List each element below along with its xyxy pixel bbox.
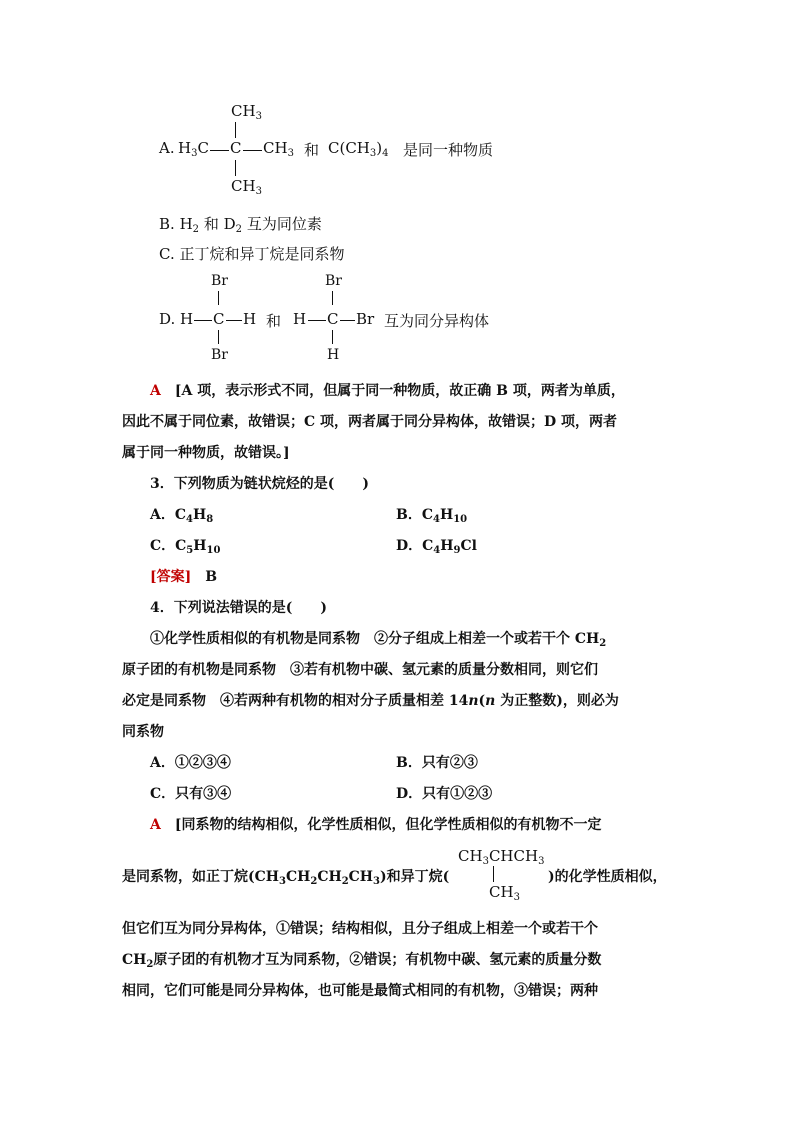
option-a-letter: A.: [159, 139, 175, 157]
q4-statement-line-1: ①化学性质相似的有机物是同系物 ②分子组成上相差一个或若干个 $CH_2$: [150, 631, 607, 649]
option-d-tail: 互为同分异构体: [384, 312, 490, 330]
q4-explanation-line-4: $CH_2$原子团的有机物才互为同系物，②错误；有机物中碳、氢元素的质量分数: [122, 952, 602, 970]
bond-left: [210, 150, 229, 151]
right-methyl: $CH_3$: [263, 139, 294, 159]
q4-explanation-line-2a: 是同系物，如正丁烷$(CH_3CH_2CH_2CH_3)$和异丁烷(: [122, 869, 450, 887]
q4-statement-line-4: 同系物: [122, 724, 164, 740]
m2-center: C: [327, 310, 339, 328]
q4-statement-line-2: 原子团的有机物是同系物 ③若有机物中碳、氢元素的质量分数相同，则它们: [122, 662, 598, 678]
option-a-tail: 是同一种物质: [403, 141, 494, 159]
m1-bottom: Br: [211, 347, 228, 363]
q4-option-a: A．①②③④: [150, 755, 231, 771]
bottom-methyl: $CH_3$: [231, 177, 262, 197]
q2-answer-letter: A: [150, 383, 161, 399]
q4-explanation-line-1: A [同系物的结构相似，化学性质相似，但化学性质相似的有机物不一定: [150, 817, 602, 833]
m1-center: C: [213, 310, 225, 328]
bond-vertical-bottom: [235, 160, 236, 176]
m2-bottom: H: [327, 347, 340, 363]
q3-answer: [答案] B: [150, 569, 218, 585]
m1-left: H: [180, 310, 194, 328]
m2-bond-right: [340, 320, 355, 321]
bond-right: [243, 150, 262, 151]
q2-explanation-line-1: A [A 项，表示形式不同，但属于同一种物质，故正确 B 项，两者为单质，: [150, 383, 625, 399]
left-methyl: $H_3C$: [178, 139, 209, 159]
q4-explanation-line-5: 相同，它们可能是同分异构体，也可能是最简式相同的有机物，③错误；两种: [122, 983, 598, 999]
top-methyl: $CH_3$: [231, 102, 262, 122]
q4-statement-line-3: 必定是同系物 ④若两种有机物的相对分子质量相差 14n(n 为正整数)，则必为: [122, 693, 619, 709]
option-d-conj: 和: [266, 312, 282, 330]
q4-option-c: C．只有③④: [150, 786, 232, 802]
q4-stem: 4．下列说法错误的是( ): [150, 600, 327, 616]
m1-bond-top: [218, 291, 219, 305]
m2-bond-top: [332, 291, 333, 305]
option-b: B. $H_2$ 和 $D_2$ 互为同位素: [159, 215, 322, 235]
q3-option-d: D．$C_4H_9Cl$: [396, 538, 477, 556]
option-d-letter: D.: [159, 310, 176, 328]
q4-option-d: D．只有①②③: [396, 786, 493, 802]
q3-stem: 3．下列物质为链状烷烃的是( ): [150, 476, 369, 492]
bond-vertical-top: [235, 122, 236, 138]
m1-bond-right: [226, 320, 242, 321]
m1-top: Br: [211, 273, 228, 289]
m2-bond-left: [308, 320, 326, 321]
isobutane-bottom: $CH_3$: [489, 883, 520, 903]
q4-explanation-line-3: 但它们互为同分异构体，①错误；结构相似，且分子组成上相差一个或若干个: [122, 921, 598, 937]
m1-bond-bottom: [218, 330, 219, 344]
q3-option-c: C．$C_5H_{10}$: [150, 538, 221, 556]
q4-option-b: B．只有②③: [396, 755, 478, 771]
q4-answer-letter: A: [150, 817, 161, 833]
q3-option-a: A．$C_4H_8$: [150, 507, 214, 525]
central-carbon: C: [230, 139, 242, 157]
m2-top: Br: [325, 273, 342, 289]
m2-right: Br: [356, 310, 375, 328]
m2-bond-bottom: [332, 330, 333, 344]
q2-explanation-line-2: 因此不属于同位素，故错误；C 项，两者属于同分异构体，故错误；D 项，两者: [122, 414, 618, 430]
m2-left: H: [293, 310, 307, 328]
q4-explanation-line-2b: )的化学性质相似，: [548, 869, 667, 885]
q3-option-b: B．$C_4H_{10}$: [396, 507, 468, 525]
option-a-conj: 和: [304, 141, 320, 159]
isobutane-top: $CH_3CHCH_3$: [458, 847, 545, 867]
q2-explanation-line-3: 属于同一种物质，故错误。]: [122, 445, 290, 461]
m1-bond-left: [194, 320, 212, 321]
m1-right: H: [243, 310, 257, 328]
isobutane-bond: [493, 866, 494, 882]
option-c: C. 正丁烷和异丁烷是同系物: [159, 245, 345, 263]
option-a-formula: $C(CH_3)_4$: [328, 139, 389, 159]
